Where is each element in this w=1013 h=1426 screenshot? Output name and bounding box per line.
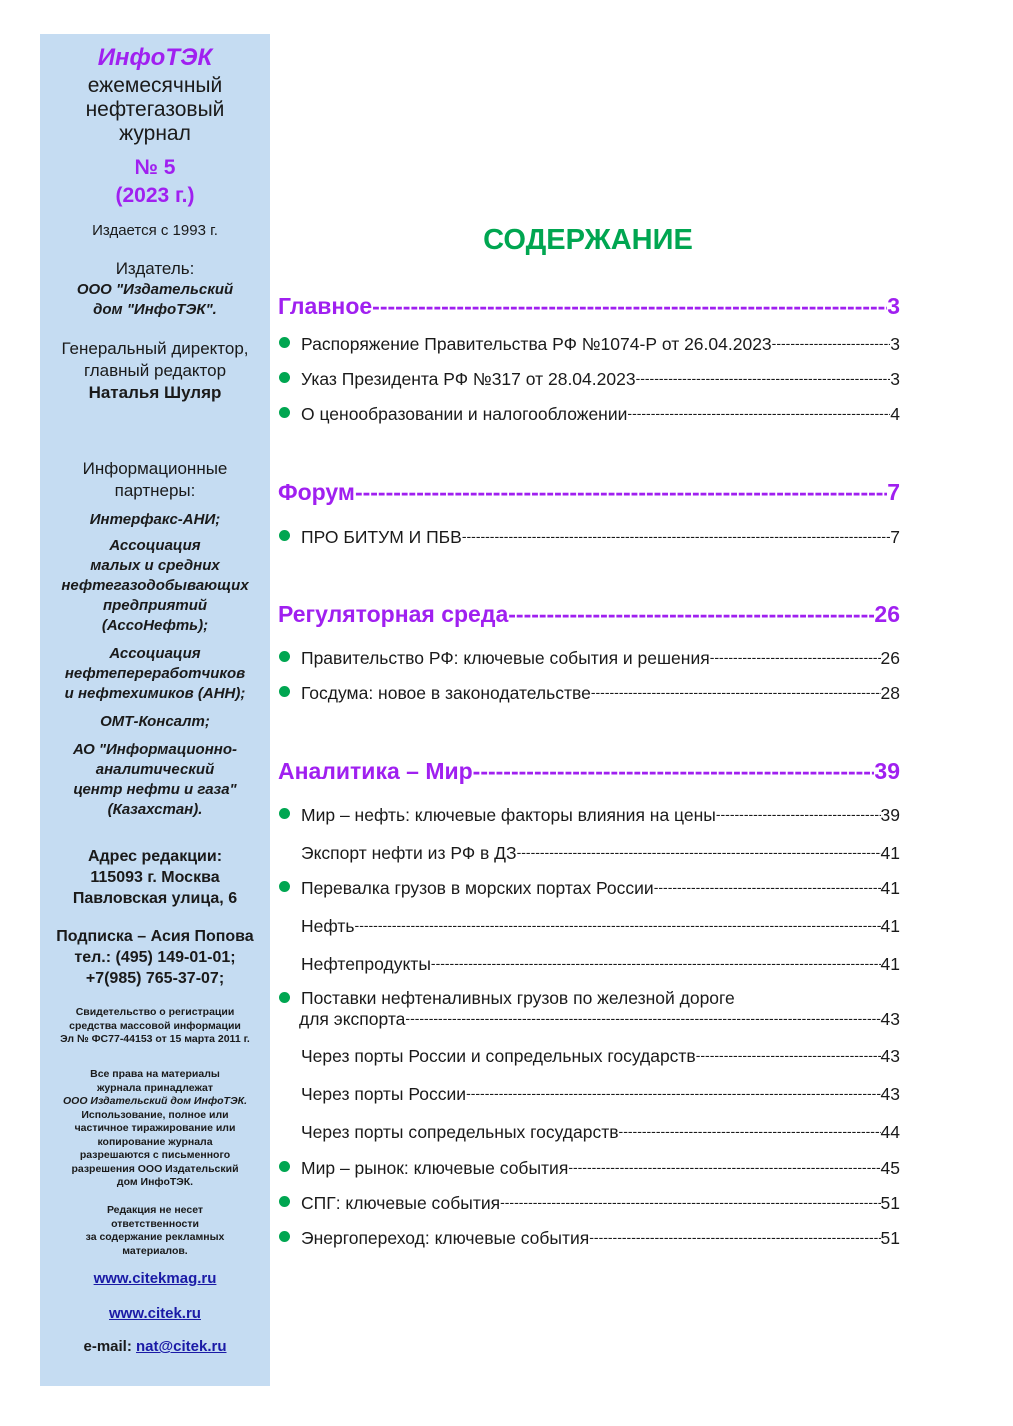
item-page: 7 (890, 527, 900, 547)
toc-subitem[interactable] (278, 913, 900, 937)
rights-line: журнала принадлежат (96, 1081, 213, 1094)
subtitle-line: ежемесячный (87, 74, 223, 97)
leader-dots (372, 293, 887, 320)
disclaimer-line: за содержание рекламных (85, 1231, 225, 1243)
partner-omt (40, 712, 270, 732)
leader-dots (772, 333, 891, 353)
leader-dots (591, 682, 881, 702)
item-page: 45 (880, 1158, 900, 1178)
leader-dots (619, 1121, 881, 1141)
director-line: главный редактор (83, 361, 227, 380)
item-label: СПГ: ключевые события (301, 1193, 501, 1213)
toc-section-main[interactable] (278, 290, 900, 320)
rights-line: ООО Издательский дом ИнфоТЭК. (62, 1095, 247, 1107)
partner-line: предприятий (102, 597, 208, 614)
partner-line: аналитический (95, 761, 215, 778)
registration-line: Эл № ФС77-44153 от 15 марта 2011 г. (60, 1033, 250, 1045)
partners-label (40, 458, 270, 502)
toc-section-analytics-world[interactable] (278, 755, 900, 785)
item-label: Мир – нефть: ключевые факторы влияния на цены (301, 805, 716, 825)
item-label: Нефть (301, 916, 355, 936)
toc-item[interactable] (278, 524, 900, 548)
journal-name: ИнфоТЭК (97, 44, 213, 71)
item-label: для экспорта (299, 1009, 406, 1029)
leader-dots (568, 1157, 880, 1177)
item-page: 44 (880, 1122, 900, 1142)
director-title (40, 338, 270, 382)
partner-line: АО "Информационно- (72, 741, 237, 758)
item-label: Правительство РФ: ключевые события и решения (301, 648, 710, 668)
item-label: Нефтепродукты (301, 954, 431, 974)
issue-year: (2023 г.) (115, 184, 195, 207)
partner-line: Ассоциация (109, 645, 201, 662)
item-label: Энергопереход: ключевые события (301, 1228, 590, 1248)
toc-item[interactable] (278, 1155, 900, 1179)
publisher-line: дом "ИнфоТЭК". (93, 301, 217, 318)
item-page: 41 (880, 916, 900, 936)
sidebar-info-panel (40, 34, 270, 1386)
publisher-label: Издатель: (115, 259, 195, 278)
toc-item[interactable] (278, 875, 900, 899)
email-row (40, 1338, 270, 1355)
toc-subitem[interactable] (278, 1043, 900, 1067)
toc-item[interactable] (278, 680, 900, 704)
site-link-citekmag[interactable]: www.citekmag.ru (93, 1270, 217, 1287)
email-label: e-mail: (83, 1338, 137, 1355)
partner-assoneft (40, 536, 270, 636)
subscription-line: +7(985) 765-37-07; (85, 970, 225, 987)
disclaimer (40, 1204, 270, 1258)
leader-dots (517, 842, 881, 862)
item-page: 26 (880, 648, 900, 668)
rights-line: разрешения ООО Издательский (71, 1162, 239, 1175)
leader-dots (355, 479, 887, 506)
item-page: 43 (880, 1046, 900, 1066)
item-label: Распоряжение Правительства РФ №1074-Р от 26.04.2023 (301, 334, 772, 354)
toc-item[interactable] (278, 331, 900, 355)
toc-section-regulatory[interactable] (278, 598, 900, 628)
leader-dots (636, 368, 891, 388)
subscription-info (40, 926, 270, 989)
editorial-address (40, 846, 270, 909)
item-page: 3 (890, 334, 900, 354)
item-page: 41 (880, 878, 900, 898)
toc-section-forum[interactable] (278, 476, 900, 506)
rights-line: копирование журнала (97, 1135, 213, 1148)
partners-label-line: партнеры: (114, 481, 196, 500)
item-label: Мир – рынок: ключевые события (301, 1158, 569, 1178)
disclaimer-line: материалов. (122, 1244, 188, 1257)
item-page: 51 (880, 1228, 900, 1248)
section-label: Аналитика – Мир (278, 758, 473, 784)
item-page: 3 (890, 369, 900, 389)
section-page: 39 (874, 758, 900, 784)
partner-line: и нефтехимиков (АНН); (64, 685, 246, 702)
subtitle-line: нефтегазовый (85, 98, 225, 121)
rights-line: Использование, полное или (81, 1108, 229, 1121)
item-label: Экспорт нефти из РФ в ДЗ (301, 843, 517, 863)
section-label: Форум (278, 479, 355, 505)
leader-dots (716, 804, 881, 824)
item-label: ПРО БИТУМ И ПБВ (301, 527, 462, 547)
bullet-icon (279, 992, 290, 1003)
item-page: 4 (890, 404, 900, 424)
partner-line: нефтегазодобывающих (61, 577, 249, 594)
item-label: О ценообразовании и налогообложении (301, 404, 628, 424)
partner-line: центр нефти и газа" (73, 781, 237, 798)
email-link[interactable]: nat@citek.ru (136, 1338, 227, 1355)
rights-info (40, 1068, 270, 1190)
toc-subitem[interactable] (278, 1119, 900, 1143)
section-label: Регуляторная среда (278, 601, 509, 627)
address-line: Адрес редакции: (87, 848, 223, 865)
partner-kazakhstan (40, 740, 270, 820)
partner-line: ОМТ-Консалт; (100, 713, 210, 730)
toc-item[interactable] (278, 1190, 900, 1214)
item-page: 51 (880, 1193, 900, 1213)
subscription-line: тел.: (495) 149-01-01; (74, 949, 236, 966)
since-text: Издается с 1993 г. (92, 222, 218, 239)
leader-dots (627, 403, 890, 423)
partner-line: малых и средних (90, 557, 220, 574)
toc-subitem[interactable] (278, 1081, 900, 1105)
toc-subitem[interactable] (278, 840, 900, 864)
partner-line: Интерфакс-АНИ; (89, 511, 221, 528)
partner-line: нефтепереработчиков (64, 665, 246, 682)
leader-dots (355, 915, 881, 935)
item-label: Через порты России (301, 1084, 467, 1104)
rights-line: Все права на материалы (90, 1068, 220, 1080)
partner-line: Ассоциация (109, 537, 201, 554)
issue-label: № 5 (134, 156, 176, 179)
leader-dots (405, 1008, 880, 1028)
section-page: 26 (874, 601, 900, 627)
section-page: 7 (887, 479, 900, 505)
item-label: Через порты России и сопредельных государств (301, 1046, 696, 1066)
rights-line: частичное тиражирование или (74, 1122, 236, 1134)
rights-line: разрешаются с письменного (79, 1149, 231, 1161)
subscription-line: Подписка – Асия Попова (56, 928, 254, 945)
toc-subitem[interactable] (278, 951, 900, 975)
leader-dots (500, 1192, 880, 1212)
address-line: Павловская улица, 6 (72, 890, 238, 907)
item-page: 41 (880, 843, 900, 863)
journal-subtitle (40, 74, 270, 146)
partner-line: (АссоНефть); (101, 617, 209, 634)
item-page: 28 (880, 683, 900, 703)
partner-interfax (40, 510, 270, 530)
item-page: 43 (880, 1084, 900, 1104)
partners-label-line: Информационные (82, 459, 228, 478)
section-page: 3 (887, 293, 900, 319)
item-page: 43 (880, 1009, 900, 1029)
leader-dots (589, 1227, 880, 1247)
registration-line: Свидетельство о регистрации (75, 1006, 235, 1018)
item-label: Через порты сопредельных государств (301, 1122, 619, 1142)
rights-line: дом ИнфоТЭК. (116, 1176, 194, 1188)
leader-dots (466, 1083, 880, 1103)
site-link-citek[interactable]: www.citek.ru (109, 1305, 201, 1322)
toc-item[interactable] (278, 1225, 900, 1249)
leader-dots (473, 758, 875, 785)
disclaimer-line: ответственности (111, 1217, 199, 1230)
item-label: Госдума: новое в законодательстве (301, 683, 591, 703)
leader-dots (508, 601, 874, 628)
toc-item-line1[interactable]: Поставки нефтеналивных грузов по железной дороге (301, 988, 735, 1008)
disclaimer-line: Редакция не несет (106, 1204, 204, 1216)
subtitle-line: журнал (119, 122, 191, 145)
item-page: 41 (880, 954, 900, 974)
partner-line: (Казахстан). (107, 801, 203, 818)
item-label: Перевалка грузов в морских портах России (301, 878, 654, 898)
director-name: Наталья Шуляр (88, 383, 222, 402)
address-line: 115093 г. Москва (90, 869, 220, 886)
leader-dots (696, 1045, 881, 1065)
leader-dots (710, 647, 881, 667)
leader-dots (462, 526, 890, 546)
toc-item[interactable] (278, 1006, 900, 1030)
item-label: Указ Президента РФ №317 от 28.04.2023 (301, 369, 636, 389)
director-line: Генеральный директор, (61, 339, 249, 358)
leader-dots (431, 953, 881, 973)
toc-item[interactable] (278, 366, 900, 390)
toc-item[interactable] (278, 802, 900, 826)
publisher-line: ООО "Издательский (76, 281, 234, 298)
registration-line: средства массовой информации (69, 1019, 241, 1032)
publisher-name (40, 280, 270, 320)
item-page: 39 (880, 805, 900, 825)
partner-ann (40, 644, 270, 704)
registration-info (40, 1006, 270, 1047)
section-label: Главное (278, 293, 373, 319)
toc-item[interactable] (278, 645, 900, 669)
issue-number (40, 154, 270, 210)
toc-title: СОДЕРЖАНИЕ (483, 224, 693, 256)
leader-dots (654, 877, 881, 897)
toc-item[interactable] (278, 401, 900, 425)
